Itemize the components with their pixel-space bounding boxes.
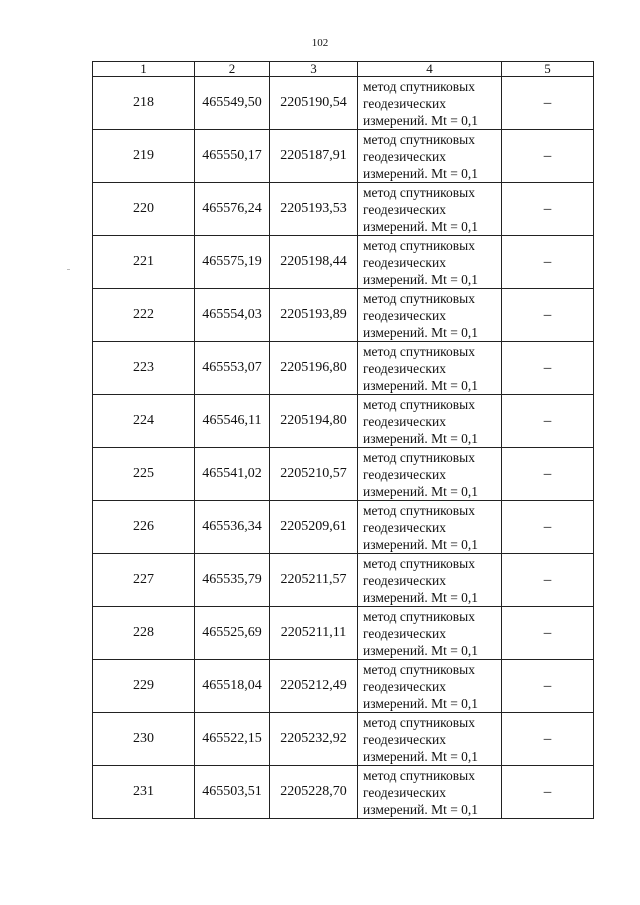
method-line: геодезических xyxy=(363,360,446,376)
point-number: 225 xyxy=(93,448,195,501)
point-number: 230 xyxy=(93,713,195,766)
coordinate-y: 2205187,91 xyxy=(270,130,358,183)
note-cell: – xyxy=(502,130,594,183)
point-number: 226 xyxy=(93,501,195,554)
note-cell: – xyxy=(502,236,594,289)
table-row xyxy=(93,713,594,766)
method-line: метод спутниковых xyxy=(363,555,475,571)
coordinate-y: 2205228,70 xyxy=(270,766,358,819)
coordinates-table xyxy=(92,61,594,819)
coordinate-y: 2205198,44 xyxy=(270,236,358,289)
coordinate-y: 2205193,89 xyxy=(270,289,358,342)
column-header-x: 2 xyxy=(195,62,270,77)
column-header-y: 3 xyxy=(270,62,358,77)
method-line: геодезических xyxy=(363,148,446,164)
method-cell xyxy=(358,766,502,819)
point-number: 221 xyxy=(93,236,195,289)
method-line: измерений. Mt = 0,1 xyxy=(363,483,479,499)
note-cell: – xyxy=(502,766,594,819)
method-cell xyxy=(358,395,502,448)
table-row xyxy=(93,501,594,554)
method-line: измерений. Mt = 0,1 xyxy=(363,695,479,711)
coordinate-x: 465553,07 xyxy=(195,342,270,395)
table-row xyxy=(93,607,594,660)
coordinate-y: 2205212,49 xyxy=(270,660,358,713)
method-line: геодезических xyxy=(363,254,446,270)
method-line: геодезических xyxy=(363,678,446,694)
method-line: метод спутниковых xyxy=(363,502,475,518)
method-line: метод спутниковых xyxy=(363,449,475,465)
method-line: геодезических xyxy=(363,307,446,323)
coordinate-x: 465525,69 xyxy=(195,607,270,660)
table-row xyxy=(93,130,594,183)
method-line: метод спутниковых xyxy=(363,131,475,147)
point-number: 224 xyxy=(93,395,195,448)
coordinate-y: 2205210,57 xyxy=(270,448,358,501)
method-line: метод спутниковых xyxy=(363,237,475,253)
coordinate-x: 465576,24 xyxy=(195,183,270,236)
method-cell xyxy=(358,342,502,395)
column-header-method: 4 xyxy=(358,62,502,77)
coordinate-y: 2205196,80 xyxy=(270,342,358,395)
method-line: геодезических xyxy=(363,466,446,482)
method-line: измерений. Mt = 0,1 xyxy=(363,801,479,817)
method-line: геодезических xyxy=(363,95,446,111)
method-line: метод спутниковых xyxy=(363,396,475,412)
coordinate-y: 2205193,53 xyxy=(270,183,358,236)
point-number: 218 xyxy=(93,77,195,130)
scan-speck xyxy=(67,269,70,270)
method-line: измерений. Mt = 0,1 xyxy=(363,642,479,658)
method-line: измерений. Mt = 0,1 xyxy=(363,218,479,234)
coordinate-y: 2205211,57 xyxy=(270,554,358,607)
table-row xyxy=(93,77,594,130)
method-line: геодезических xyxy=(363,572,446,588)
method-cell xyxy=(358,130,502,183)
coordinate-x: 465522,15 xyxy=(195,713,270,766)
method-line: метод спутниковых xyxy=(363,767,475,783)
method-cell xyxy=(358,183,502,236)
method-cell xyxy=(358,289,502,342)
method-line: измерений. Mt = 0,1 xyxy=(363,165,479,181)
table-row xyxy=(93,342,594,395)
table-row xyxy=(93,289,594,342)
method-line: геодезических xyxy=(363,731,446,747)
note-cell: – xyxy=(502,607,594,660)
method-line: измерений. Mt = 0,1 xyxy=(363,271,479,287)
note-cell: – xyxy=(502,501,594,554)
coordinate-x: 465554,03 xyxy=(195,289,270,342)
coordinate-x: 465575,19 xyxy=(195,236,270,289)
point-number: 231 xyxy=(93,766,195,819)
note-cell: – xyxy=(502,660,594,713)
point-number: 227 xyxy=(93,554,195,607)
coordinate-y: 2205211,11 xyxy=(270,607,358,660)
method-line: метод спутниковых xyxy=(363,661,475,677)
coordinate-x: 465550,17 xyxy=(195,130,270,183)
method-line: геодезических xyxy=(363,784,446,800)
coordinate-x: 465518,04 xyxy=(195,660,270,713)
coordinate-y: 2205209,61 xyxy=(270,501,358,554)
method-line: метод спутниковых xyxy=(363,78,475,94)
coordinate-x: 465535,79 xyxy=(195,554,270,607)
method-line: метод спутниковых xyxy=(363,714,475,730)
method-line: метод спутниковых xyxy=(363,290,475,306)
method-line: измерений. Mt = 0,1 xyxy=(363,324,479,340)
table-row xyxy=(93,660,594,713)
method-line: измерений. Mt = 0,1 xyxy=(363,536,479,552)
method-line: геодезических xyxy=(363,519,446,535)
method-line: измерений. Mt = 0,1 xyxy=(363,112,479,128)
note-cell: – xyxy=(502,448,594,501)
method-cell xyxy=(358,713,502,766)
point-number: 229 xyxy=(93,660,195,713)
note-cell: – xyxy=(502,342,594,395)
table-row xyxy=(93,236,594,289)
method-cell xyxy=(358,448,502,501)
method-cell xyxy=(358,236,502,289)
point-number: 220 xyxy=(93,183,195,236)
coordinate-y: 2205190,54 xyxy=(270,77,358,130)
method-line: метод спутниковых xyxy=(363,343,475,359)
table-row xyxy=(93,448,594,501)
point-number: 219 xyxy=(93,130,195,183)
note-cell: – xyxy=(502,395,594,448)
method-line: измерений. Mt = 0,1 xyxy=(363,377,479,393)
column-header-note: 5 xyxy=(502,62,594,77)
method-line: геодезических xyxy=(363,413,446,429)
method-line: измерений. Mt = 0,1 xyxy=(363,748,479,764)
coordinate-x: 465541,02 xyxy=(195,448,270,501)
note-cell: – xyxy=(502,183,594,236)
method-line: геодезических xyxy=(363,201,446,217)
coordinate-x: 465549,50 xyxy=(195,77,270,130)
method-cell xyxy=(358,77,502,130)
method-line: измерений. Mt = 0,1 xyxy=(363,430,479,446)
method-line: геодезических xyxy=(363,625,446,641)
table-row xyxy=(93,395,594,448)
method-cell xyxy=(358,660,502,713)
table-row xyxy=(93,766,594,819)
point-number: 223 xyxy=(93,342,195,395)
coordinate-y: 2205194,80 xyxy=(270,395,358,448)
method-line: метод спутниковых xyxy=(363,608,475,624)
point-number: 222 xyxy=(93,289,195,342)
method-line: метод спутниковых xyxy=(363,184,475,200)
method-cell xyxy=(358,607,502,660)
method-line: измерений. Mt = 0,1 xyxy=(363,589,479,605)
note-cell: – xyxy=(502,77,594,130)
note-cell: – xyxy=(502,713,594,766)
coordinate-y: 2205232,92 xyxy=(270,713,358,766)
table-row xyxy=(93,183,594,236)
page-number: 102 xyxy=(311,37,329,49)
point-number: 228 xyxy=(93,607,195,660)
method-cell xyxy=(358,554,502,607)
coordinate-x: 465546,11 xyxy=(195,395,270,448)
note-cell: – xyxy=(502,289,594,342)
column-header-number: 1 xyxy=(93,62,195,77)
coordinate-x: 465536,34 xyxy=(195,501,270,554)
note-cell: – xyxy=(502,554,594,607)
coordinate-x: 465503,51 xyxy=(195,766,270,819)
method-cell xyxy=(358,501,502,554)
table-header-row xyxy=(93,62,594,77)
table-row xyxy=(93,554,594,607)
